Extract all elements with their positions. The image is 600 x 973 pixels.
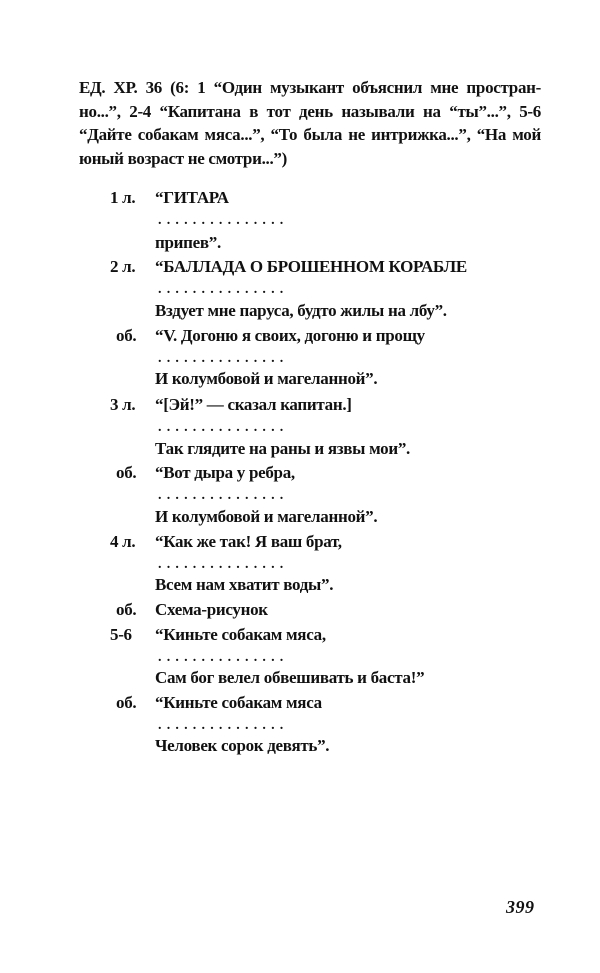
entry-last-line: Сам бог велел обвешивать и баста!” <box>155 668 425 687</box>
entry-first-line: “Как же так! Я ваш брат, <box>155 532 342 551</box>
entry-first-line: “[Эй!” — сказал капитан.] <box>155 395 352 414</box>
entry-last-line: Вздует мне паруса, будто жилы на лбу”. <box>155 301 447 320</box>
header-line-3: “Дайте собакам мяса...”, “То была не интрижка...”, “На мой <box>79 125 541 144</box>
sheet-label: 2 л. <box>110 257 136 276</box>
omission-dots: ............... <box>158 213 289 228</box>
omission-dots: ............... <box>158 420 289 435</box>
sheet-label: об. <box>116 463 137 482</box>
omission-dots: ............... <box>158 351 289 366</box>
sheet-label: об. <box>116 326 137 345</box>
entry-first-line: “V. Догоню я своих, догоню и прощу <box>155 326 425 345</box>
sheet-label: 3 л. <box>110 395 136 414</box>
entry-first-line: Схема-рисунок <box>155 600 268 619</box>
entry-first-line: “Вот дыра у ребра, <box>155 463 295 482</box>
entry-first-line: “Киньте собакам мяса, <box>155 625 326 644</box>
entry-last-line: Так глядите на раны и язвы мои”. <box>155 439 410 458</box>
omission-dots: ............... <box>158 282 289 297</box>
omission-dots: ............... <box>158 650 289 665</box>
omission-dots: ............... <box>158 488 289 503</box>
entry-first-line: “БАЛЛАДА О БРОШЕННОМ КОРАБЛЕ <box>155 257 467 276</box>
entry-last-line: Человек сорок девять”. <box>155 736 330 755</box>
entry-last-line: И колумбовой и магеланной”. <box>155 507 378 526</box>
omission-dots: ............... <box>158 718 289 733</box>
sheet-label: 1 л. <box>110 188 136 207</box>
header-line-1: ЕД. ХР. 36 (6: 1 “Один музыкант объяснил мне простран- <box>79 78 541 97</box>
sheet-label: об. <box>116 600 137 619</box>
entry-last-line: припев”. <box>155 233 221 252</box>
entry-last-line: И колумбовой и магеланной”. <box>155 369 378 388</box>
header-line-4: юный возраст не смотри...”) <box>79 148 287 168</box>
archive-unit-header <box>79 76 541 170</box>
sheet-label: об. <box>116 693 137 712</box>
page-number: 399 <box>506 897 535 917</box>
sheet-label: 4 л. <box>110 532 136 551</box>
entry-first-line: “ГИТАРА <box>155 188 229 207</box>
omission-dots: ............... <box>158 557 289 572</box>
header-line-2: но...”, 2-4 “Капитана в тот день называли на “ты”...”, 5-6 <box>79 101 541 121</box>
sheet-label: 5-6 <box>110 625 132 644</box>
entry-last-line: Всем нам хватит воды”. <box>155 575 334 594</box>
entry-first-line: “Киньте собакам мяса <box>155 693 322 712</box>
